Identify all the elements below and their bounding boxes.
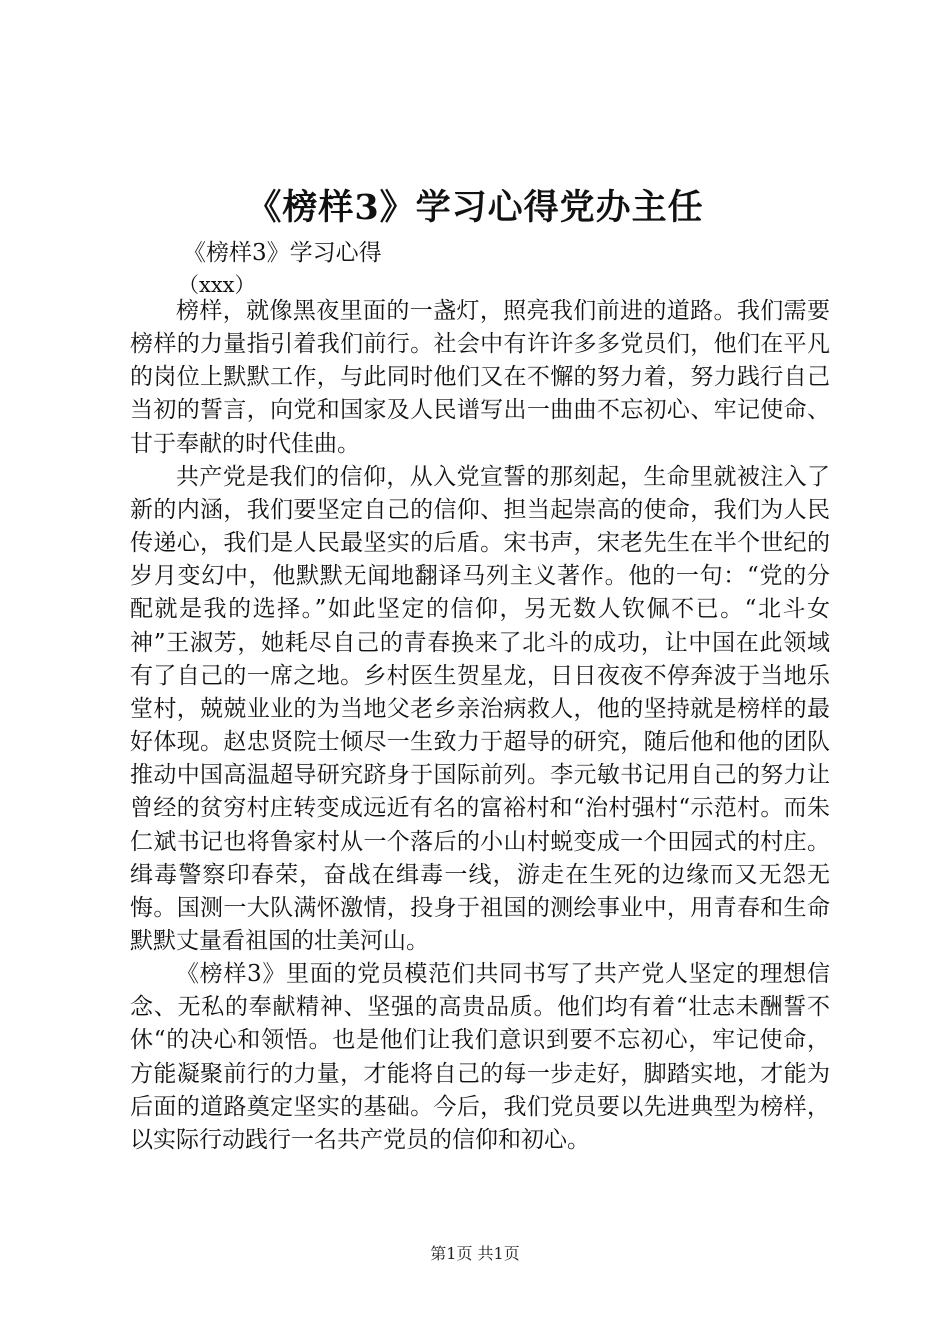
page-footer: 第1页 共1页: [430, 1244, 520, 1263]
document-subtitle: 《榜样3》学习心得: [183, 240, 382, 266]
paragraph: 《榜样3》里面的党员模范们共同书写了共产党人坚定的理想信念、无私的奉献精神、坚强的高贵品质。他们均有着“壮志未酬誓不休“的决心和领悟。也是他们让我们意识到要不忘初心，牢记使命，方能凝聚前行的力量，才能将自己的每一步走好，脚踏实地，才能为后面的道路奠定坚实的基础。今后，我们党员要以先进典型为榜样，以实际行动践行一名共产党员的信仰和初心。: [130, 961, 830, 1153]
document-title: 《榜样3》学习心得党办主任: [246, 187, 704, 228]
paragraph: 榜样，就像黑夜里面的一盏灯，照亮我们前进的道路。我们需要榜样的力量指引着我们前行。社会中有许许多多党员们，他们在平凡的岗位上默默工作，与此同时他们又在不懈的努力着，努力践行自己当初的誓言，向党和国家及人民谱写出一曲曲不忘初心、牢记使命、甘于奉献的时代佳曲。: [130, 298, 830, 457]
paragraph: 共产党是我们的信仰，从入党宣誓的那刻起，生命里就被注入了新的内涵，我们要坚定自己的信仰、担当起崇高的使命，我们为人民传递心，我们是人民最坚实的后盾。宋书声，宋老先生在半个世纪的岁月变幻中，他默默无闻地翻译马列主义著作。他的一句：“党的分配就是我的选择。”如此坚定的信仰，另无数人钦佩不已。“北斗女神”王淑芳，她耗尽自己的青春换来了北斗的成功，让中国在此领域有了自己的一席之地。乡村医生贺星龙，日日夜夜不停奔波于当地乐堂村，兢兢业业的为当地父老乡亲治病救人，他的坚持就是榜样的最好体现。赵忠贤院士倾尽一生致力于超导的研究，随后他和他的团队推动中国高温超导研究跻身于国际前列。李元敏书记用自己的努力让曾经的贫穷村庄转变成远近有名的富裕村和“治村强村“示范村。而朱仁斌书记也将鲁家村从一个落后的小山村蜕变成一个田园式的村庄。缉毒警察印春荣，奋战在缉毒一线，游走在生死的边缘而又无怨无悔。国测一大队满怀激情，投身于祖国的测绘事业中，用青春和生命默默丈量看祖国的壮美河山。: [130, 463, 830, 954]
document-body: [130, 295, 830, 1157]
document-author: （xxx）: [178, 273, 256, 297]
